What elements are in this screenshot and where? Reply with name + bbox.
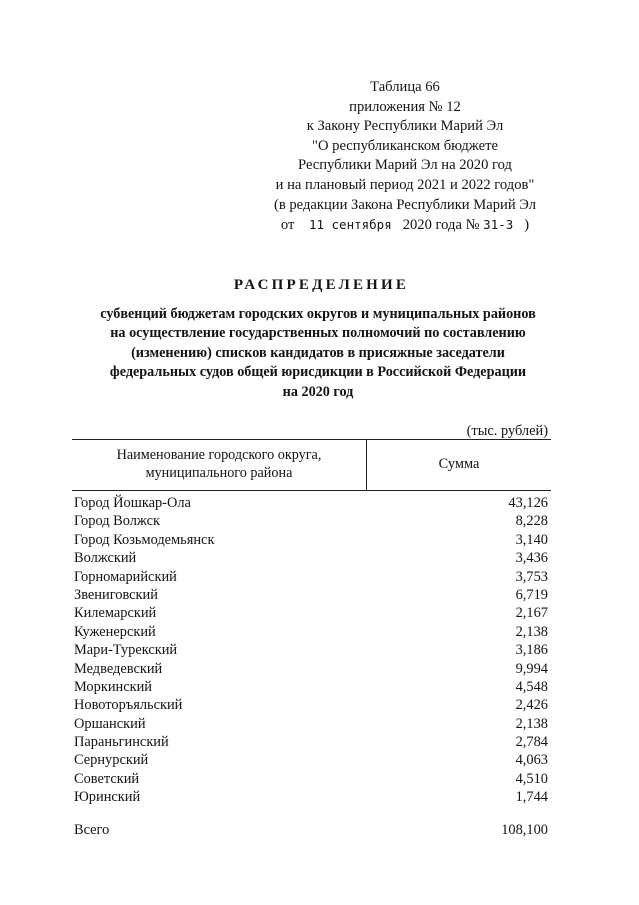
document-reference-header — [240, 78, 570, 236]
subtitle-line: федеральных судов общей юрисдикции в Российской Федерации — [109, 364, 527, 381]
amendment-suffix: ) — [524, 217, 530, 234]
table-row — [74, 623, 548, 641]
row-name: Оршанский — [74, 715, 146, 732]
table-row — [74, 696, 548, 714]
row-value: 2,167 — [515, 605, 548, 622]
table-row — [74, 494, 548, 512]
subtitle-line: на 2020 год — [282, 383, 354, 400]
row-name: Килемарский — [74, 605, 157, 622]
header-line-table-number: Таблица 66 — [370, 79, 440, 95]
table-row — [74, 660, 548, 678]
row-name: Горномарийский — [74, 568, 177, 585]
table-body — [74, 494, 548, 807]
subtitle-line: (изменению) списков кандидатов в присяжные заседатели — [131, 344, 505, 361]
row-value: 1,744 — [515, 789, 548, 806]
row-value: 3,140 — [515, 531, 548, 548]
subtitle-line: субвенций бюджетам городских округов и муниципальных районов — [100, 306, 536, 322]
table-header — [72, 439, 551, 491]
header-line-appendix: приложения № 12 — [349, 98, 461, 115]
header-line-law: к Закону Республики Марий Эл — [306, 118, 504, 135]
row-value: 3,753 — [515, 568, 548, 585]
table-row — [74, 788, 548, 806]
row-name: Юринский — [74, 789, 141, 806]
table-row — [74, 512, 548, 530]
table-row — [74, 751, 548, 769]
row-value: 2,138 — [515, 623, 548, 640]
row-value: 43,126 — [508, 495, 548, 511]
table-row — [74, 733, 548, 751]
row-value: 4,548 — [515, 678, 548, 695]
row-value: 8,228 — [515, 513, 548, 530]
header-line-budget-title: "О республиканском бюджете — [312, 137, 498, 154]
row-name: Параньгинский — [74, 734, 169, 751]
row-name: Город Волжск — [74, 513, 160, 530]
table-row — [74, 641, 548, 659]
header-line-revision: (в редакции Закона Республики Марий Эл — [273, 196, 537, 213]
row-value: 3,436 — [515, 550, 548, 567]
row-name: Мари-Турекский — [74, 642, 178, 659]
amendment-date-typed: 11 сентября — [308, 217, 392, 233]
table-row — [74, 568, 548, 586]
row-name: Город Козьмодемьянск — [74, 531, 215, 548]
units-label: (тыс. рублей) — [466, 423, 548, 439]
document-subtitle — [60, 305, 576, 402]
row-value: 2,784 — [515, 734, 548, 751]
row-name: Советский — [74, 770, 140, 787]
table-row — [74, 549, 548, 567]
document-title: РАСПРЕДЕЛЕНИЕ — [233, 277, 410, 293]
row-name: Медведевский — [74, 660, 163, 677]
row-name: Новоторъяльский — [74, 697, 183, 714]
table-row — [74, 770, 548, 788]
header-line-amendment-date — [240, 215, 570, 236]
amendment-year-label: 2020 года № — [402, 217, 480, 234]
table-row — [74, 678, 548, 696]
amendment-number-typed: 31-З — [483, 217, 514, 233]
total-value: 108,100 — [501, 822, 548, 838]
subtitle-line: на осуществление государственных полномочий по составлению — [110, 325, 526, 342]
row-name: Куженерский — [74, 623, 156, 640]
amendment-prefix: от — [280, 217, 295, 234]
row-value: 3,186 — [515, 642, 548, 659]
row-name: Моркинский — [74, 678, 153, 695]
table-row — [74, 531, 548, 549]
row-value: 6,719 — [515, 586, 548, 603]
header-line-planning-period: и на плановый период 2021 и 2022 годов" — [275, 176, 535, 193]
table-total-row — [74, 820, 548, 840]
row-name: Звениговский — [74, 586, 158, 603]
row-name: Город Йошкар-Ола — [74, 495, 191, 511]
total-label: Всего — [74, 822, 110, 838]
column-header-sum: Сумма — [438, 456, 480, 472]
column-header-name — [72, 447, 366, 482]
table-row — [74, 604, 548, 622]
column-header-name-line: муниципального района — [145, 464, 293, 481]
row-value: 2,426 — [515, 697, 548, 714]
row-value: 4,510 — [515, 770, 548, 787]
header-line-republic-year: Республики Марий Эл на 2020 год — [298, 157, 512, 174]
row-name: Волжский — [74, 550, 137, 567]
row-value: 4,063 — [515, 752, 548, 769]
row-value: 9,994 — [515, 660, 548, 677]
table-row — [74, 715, 548, 733]
table-row — [74, 586, 548, 604]
row-name: Сернурский — [74, 752, 149, 769]
row-value: 2,138 — [515, 715, 548, 732]
column-header-name-line: Наименование городского округа, — [116, 447, 322, 463]
